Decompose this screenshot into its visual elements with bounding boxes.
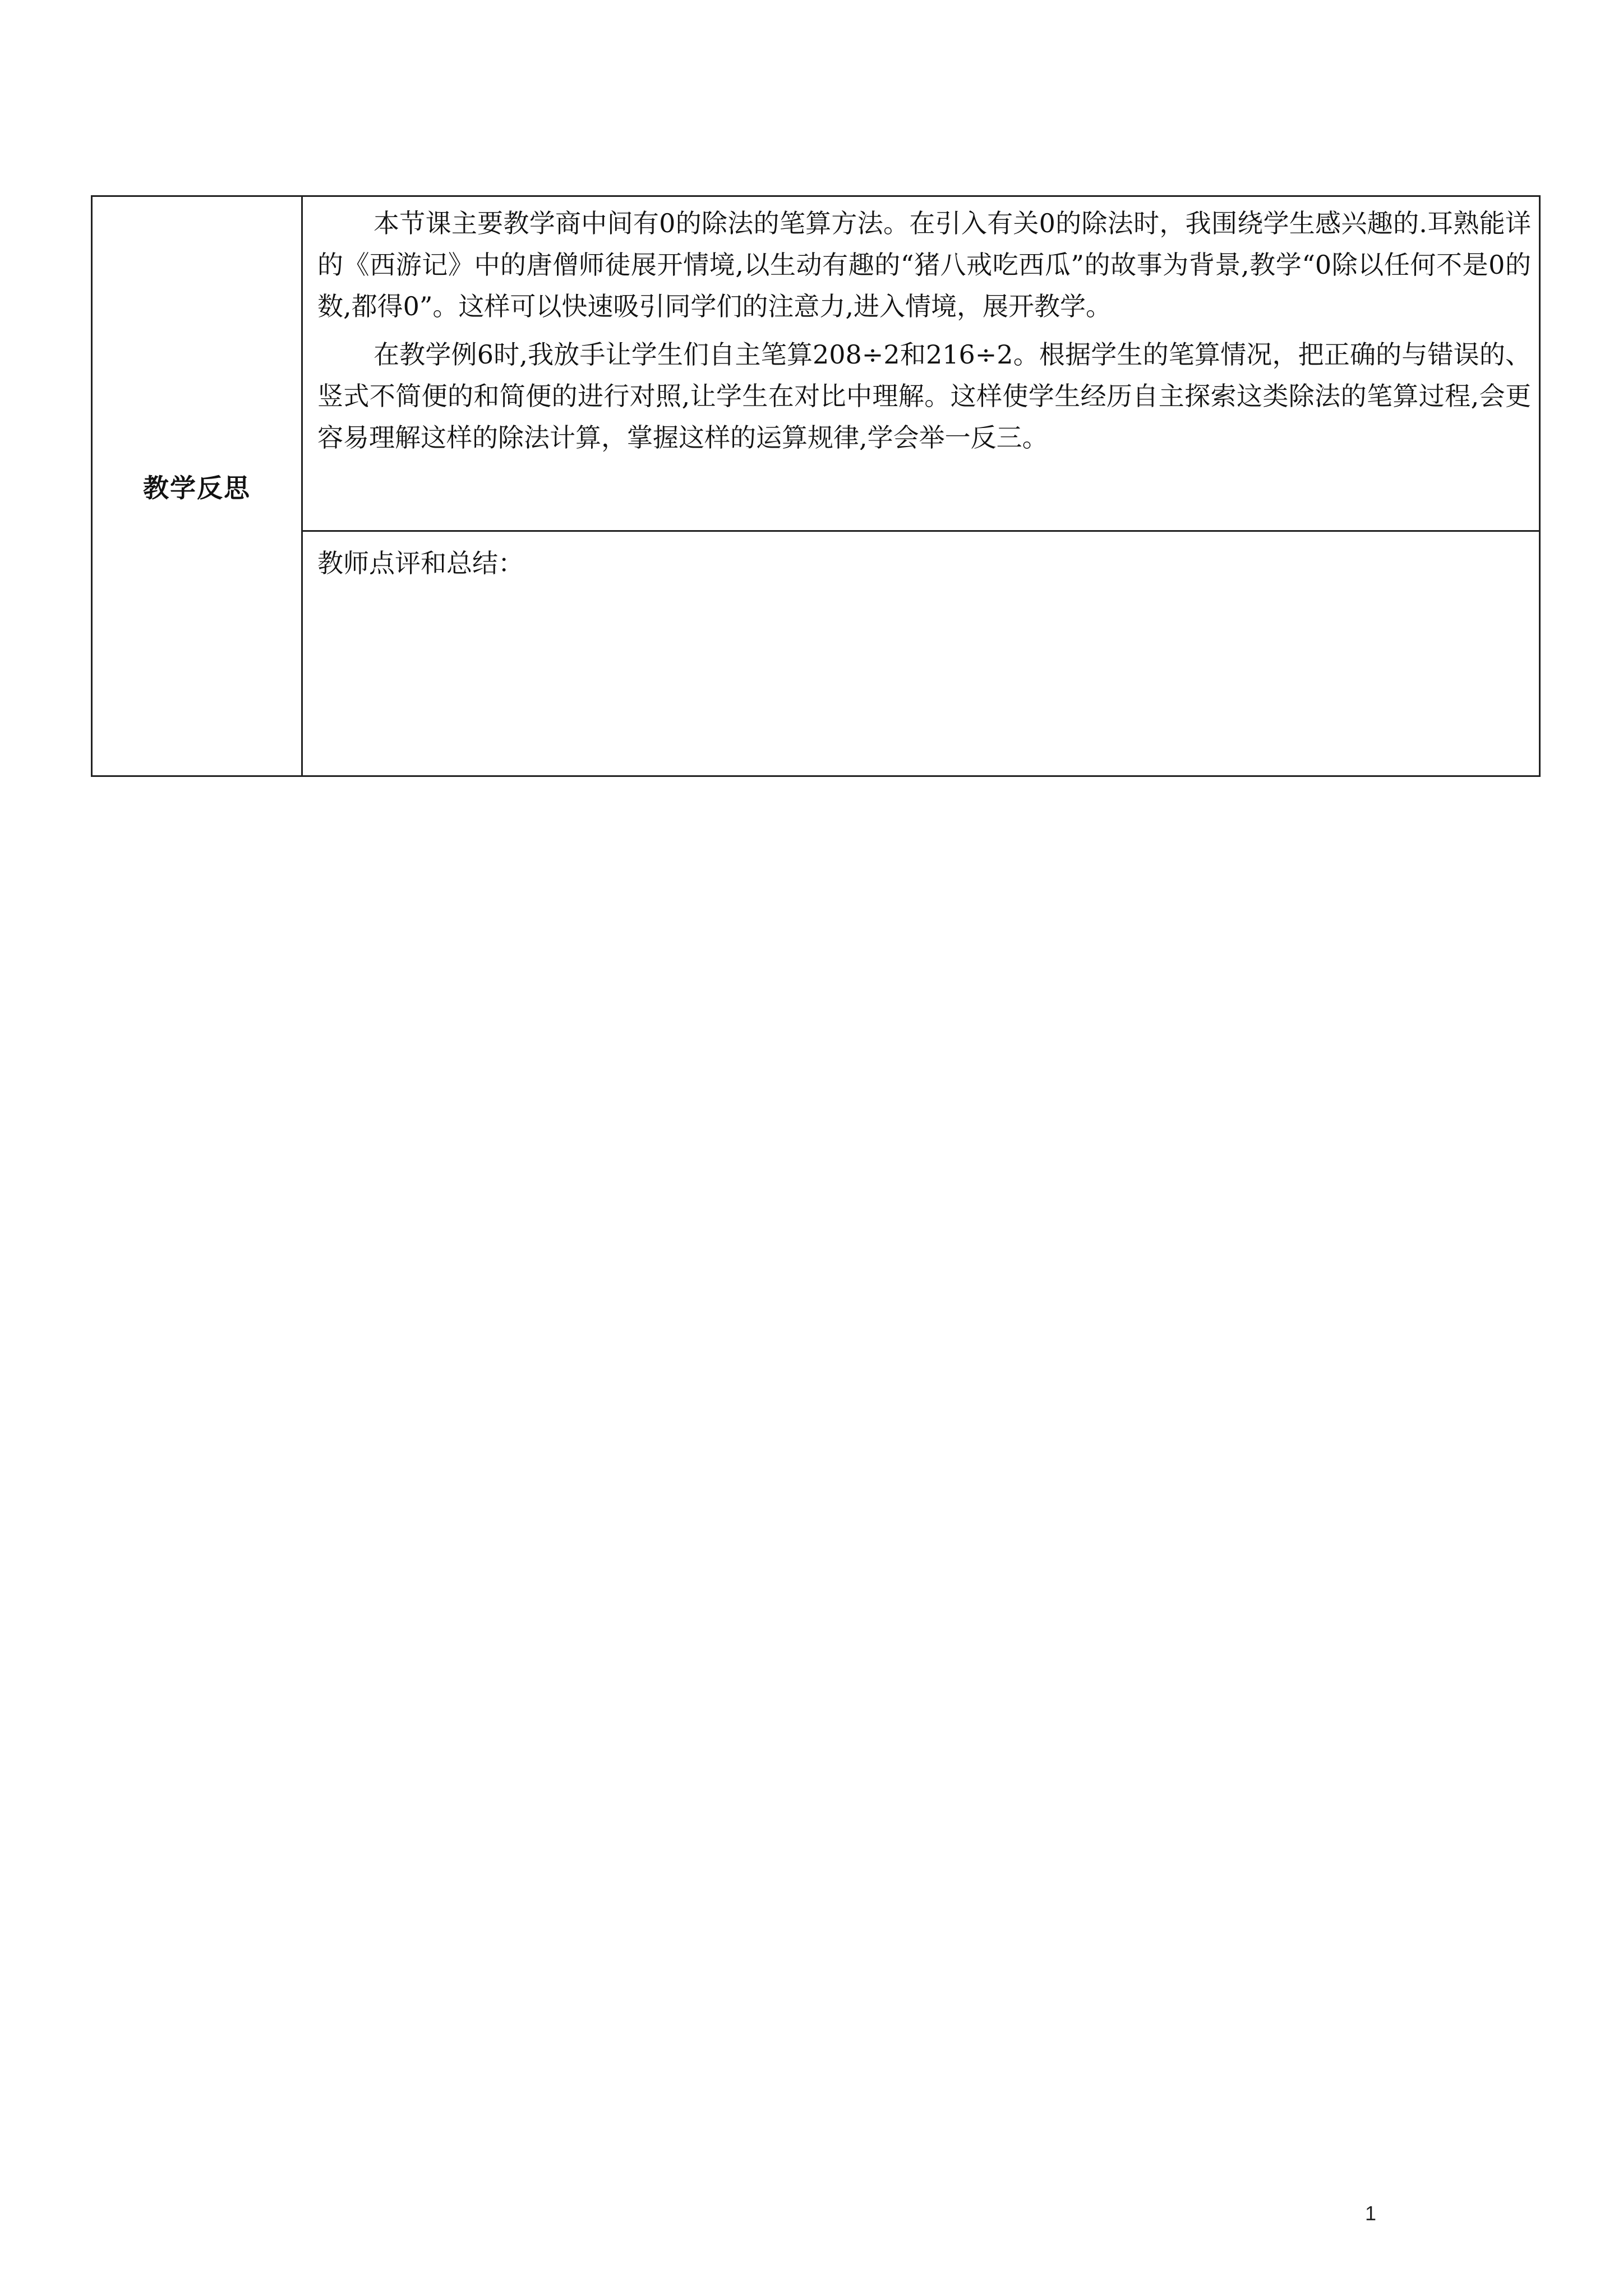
teaching-reflection-table [91, 195, 1541, 777]
reflection-paragraph-1: 本节课主要教学商中间有0的除法的笔算方法。在引入有关0的除法时，我围绕学生感兴趣的.耳熟能详的《西游记》中的唐僧师徒展开情境,以生动有趣的“猪八戒吃西瓜”的故事为背景,教学“0除以任何不是0的数,都得0”。这样可以快速吸引同学们的注意力,进入情境，展开教学。 [317, 208, 1531, 321]
page-number: 1 [1364, 2202, 1376, 2225]
teacher-comment-cell [302, 531, 1540, 776]
table-row [92, 531, 1540, 776]
reflection-paragraph-2: 在教学例6时,我放手让学生们自主笔算208÷2和216÷2。根据学生的笔算情况，把正确的与错误的、竖式不简便的和简便的进行对照,让学生在对比中理解。这样使学生经历自主探索这类除法的笔算过程,会更容易理解这样的除法计算，掌握这样的运算规律,学会举一反三。 [317, 339, 1531, 453]
table-row [92, 196, 1540, 531]
reflection-content-cell [302, 196, 1540, 531]
row-label-cell [92, 196, 302, 776]
row-label: 教学反思 [143, 472, 251, 503]
teacher-comment-label: 教师点评和总结： [317, 548, 524, 578]
